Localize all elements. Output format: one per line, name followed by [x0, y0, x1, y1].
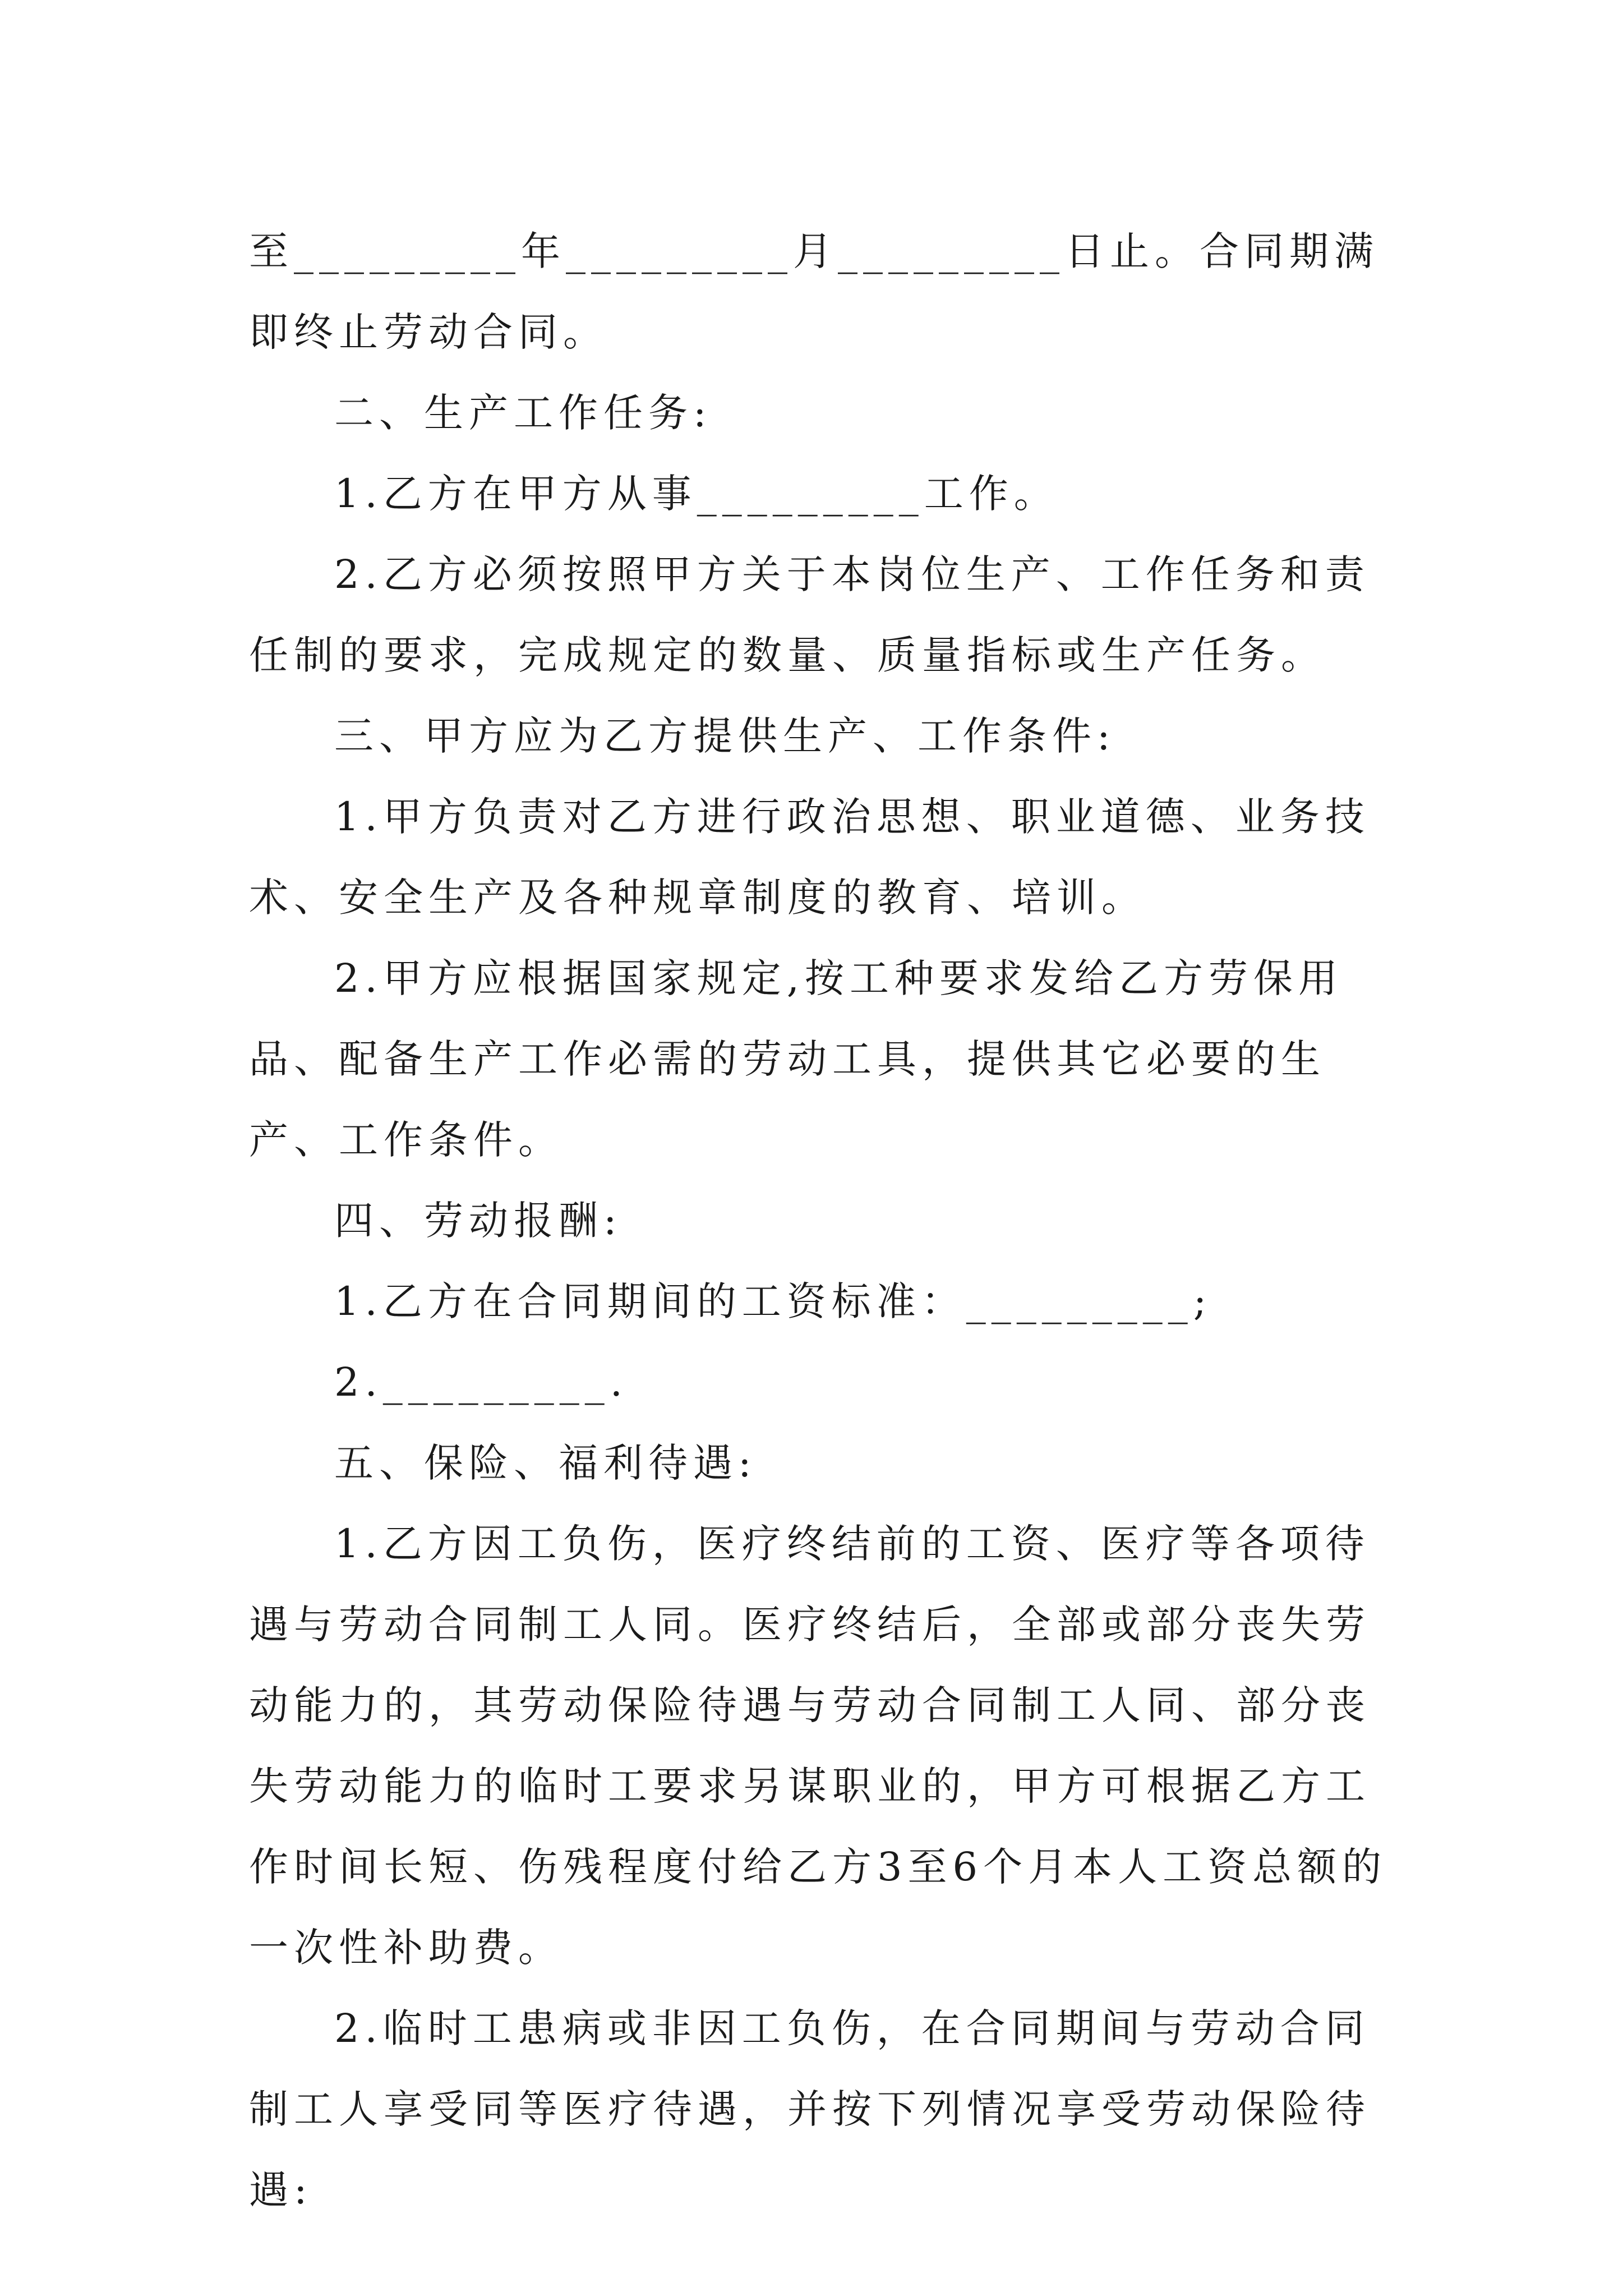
clause-protective-equipment: 2.甲方应根据国家规定,按工种要求发给乙方劳保用品、配备生产工作必需的劳动工具，提供其它必要的生产、工作条件。 [249, 955, 1344, 1163]
clause-job-assignment: 1.乙方在甲方从事_________工作。 [334, 471, 1059, 517]
clause-training: 1.甲方负责对乙方进行政治思想、职业道德、业务技术、安全生产及各种规章制度的教育、培训。 [249, 794, 1370, 921]
section-heading-insurance-welfare: 五、保险、福利待遇: [334, 1440, 757, 1486]
clause-wage-standard: 1.乙方在合同期间的工资标准：_________; [334, 1278, 1212, 1324]
paragraph-contract-term-end: 至_________年_________月_________日止。合同期满即终止劳动合同。 [249, 228, 1379, 355]
section-heading-remuneration: 四、劳动报酬: [334, 1198, 623, 1244]
clause-illness: 2.临时工患病或非因工负伤，在合同期间与劳动合同制工人享受同等医疗待遇，并按下列情况享受劳动保险待遇: [249, 2005, 1371, 2213]
clause-work-injury: 1.乙方因工负伤，医疗终结前的工资、医疗等各项待遇与劳动合同制工人同。医疗终结后，全部或部分丧失劳动能力的，其劳动保险待遇与劳动合同制工人同、部分丧失劳动能力的临时工要求另谋职业的，甲方可根据乙方工作时间长短、伤残程度付给乙方3至6个月本人工资总额的一次性补助费。 [249, 1521, 1387, 1971]
document-page [249, 211, 1387, 2230]
section-heading-production-tasks: 二、生产工作任务: [334, 390, 712, 436]
clause-task-requirements: 2.乙方必须按照甲方关于本岗位生产、工作任务和责任制的要求，完成规定的数量、质量指标或生产任务。 [249, 551, 1370, 678]
clause-remuneration-other: 2._________. [334, 1359, 629, 1405]
section-heading-working-conditions: 三、甲方应为乙方提供生产、工作条件: [334, 713, 1116, 759]
